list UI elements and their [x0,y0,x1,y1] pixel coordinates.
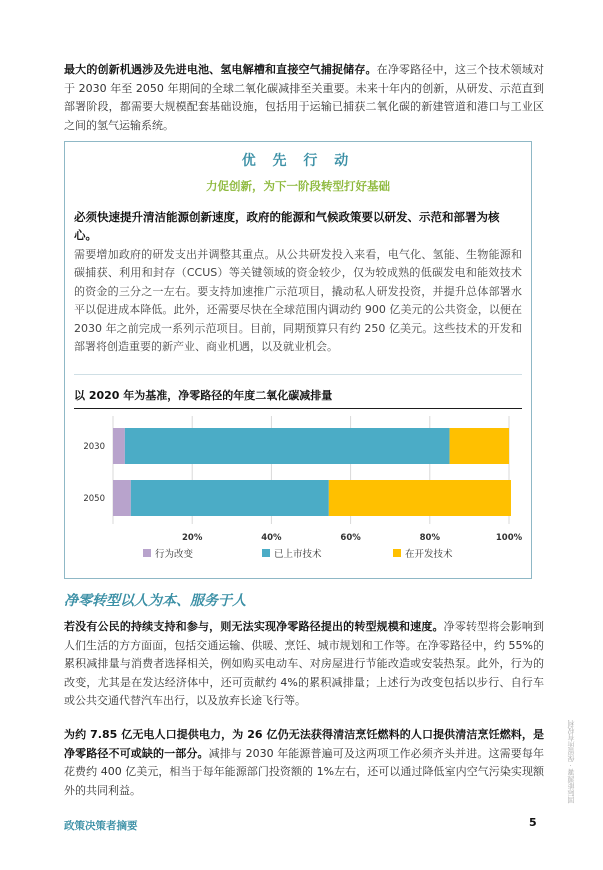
emissions-reduction-chart [65,408,531,578]
priority-actions-box [64,141,532,579]
intro-lead: 最大的创新机遇涉及先进电池、氢电解槽和直接空气捕捉储存。 [64,63,377,76]
legend-swatch [143,549,151,557]
priority-box-lead: 必须快速提升清洁能源创新速度，政府的能源和气候政策要以研发、示范和部署为核心。 [74,210,500,242]
bar-2030-series-2 [450,428,509,464]
priority-box-subtitle: 力促创新，为下一阶段转型打好基础 [206,179,390,193]
section-p1-lead: 若没有公民的持续支持和参与，则无法实现净零路径提出的转型规模和速度。 [64,620,444,633]
legend-label: 已上市技术 [274,549,322,560]
bar-2050-series-2 [329,480,511,516]
bar-2030-series-0 [113,428,125,464]
intro-rest: 在净零路径中，这三个技术领域对于 2030 年至 2050 年期间的全球二氧化碳减排至关重要。未来十年内的创新，从研发、示范直到部署阶段，都需要大规模配套基础设施，包括用于运输已捕获二氧化碳的新建管道和港口与工业区之间的氢气运输系统。 [64,63,545,132]
section-paragraph-2 [64,726,544,800]
section-heading: 净零转型以人为本、服务于人 [64,593,246,609]
bar-2050-series-0 [113,480,131,516]
category-label: 2050 [83,494,105,504]
section-p2-rest: 减排与 2030 年能源普遍可及这两项工作必须齐头并进。这需要每年花费约 400 亿美元，相当于每年能源部门投资额的 1%左右，还可以通过降低室内空气污染实现额外的共同利益。 [64,746,544,797]
chart-title: 以 2020 年为基准，净零路径的年度二氧化碳减排量 [74,389,333,402]
x-tick-label: 60% [340,533,361,543]
x-tick-label: 40% [261,533,282,543]
priority-box-title: 优 先 行 动 [241,153,355,169]
x-tick-label: 20% [182,533,203,543]
page-number: 5 [529,816,537,829]
priority-box-body: 需要增加政府的研发支出并调整其重点。从公共研发投入来看，电气化、氢能、生物能源和碳捕获、利用和封存（CCUS）等关键领域的资金较少，仅为较成熟的低碳发电和能效技术的资金的三分之一左右。要支持加速推广示范项目，撬动私人研发投资，并提升总体部署水平以促进成本降低。此外，还需要尽快在全球范围内调动约 900 亿美元的公共资金，以便在 2030 年之前完成一系列示范项目。目前，同期预算只有约 250 亿美元。这些技术的开发和部署将创造重要的新产业、商业机遇，以及就业机会。 [74,248,522,354]
copyright-note: 国际能源署 · 保留所有权利 [567,720,575,804]
legend-label: 行为改变 [155,549,194,560]
intro-paragraph [64,61,544,135]
legend-swatch [262,549,270,557]
footer-title: 政策决策者摘要 [64,820,138,832]
x-tick-label: 100% [495,533,523,543]
x-tick-label: 80% [419,533,440,543]
category-label: 2030 [83,442,105,452]
box-divider [74,374,522,375]
bar-2030-series-1 [125,428,450,464]
section-p2-lead: 为约 7.85 亿无电人口提供电力，为 26 亿仍无法获得清洁烹饪燃料的人口提供清洁烹饪燃料，是净零路径不可或缺的一部分。 [64,728,544,760]
legend-label: 在开发技术 [405,549,453,560]
section-p1-rest: 净零转型将会影响到人们生活的方方面面，包括交通运输、供暖、烹饪、城市规划和工作等。在净零路径中，约 55%的累积减排量与消费者选择相关，例如购买电动车、对房屋进行节能改造或安装热泵。此外，行为的改变，尤其是在发达经济体中，还可贡献约 4%的累积减排量；上述行为改变包括以步行、自行车或公共交通代替汽车出行，以及放弃长途飞行等。 [64,620,545,707]
legend-swatch [393,549,401,557]
bar-2050-series-1 [131,480,329,516]
section-paragraph-1 [64,618,544,711]
